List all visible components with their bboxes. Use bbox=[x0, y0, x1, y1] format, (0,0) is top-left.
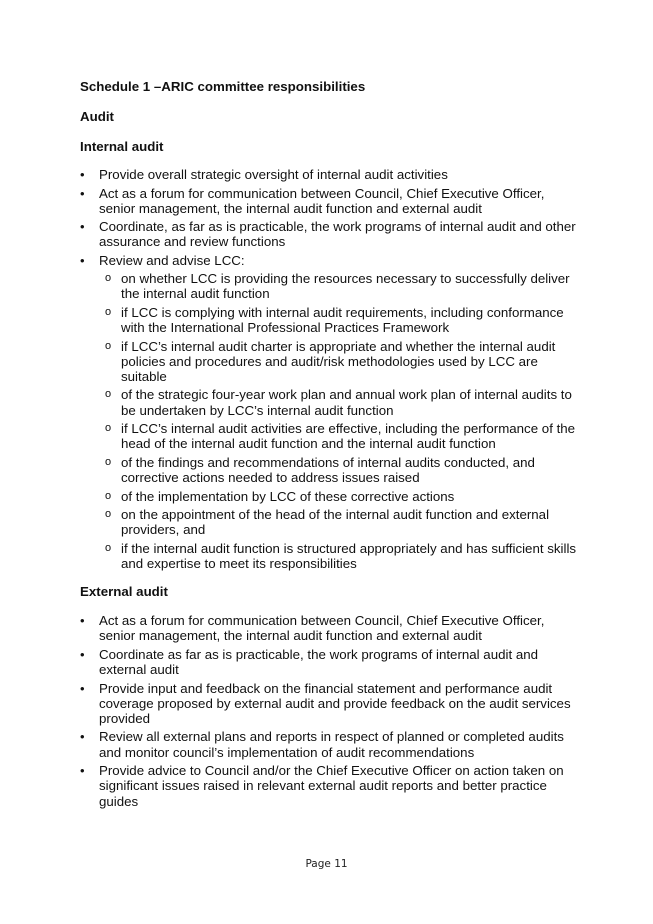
sub-list-item-text: on whether LCC is providing the resources necessary to successfully deliver the internal audit function bbox=[121, 271, 570, 302]
list-item bbox=[80, 167, 580, 182]
sub-list-item-text: if the internal audit function is structured appropriately and has sufficient skills and expertise to meet its responsibilities bbox=[121, 540, 577, 571]
sub-list-item-text: on the appointment of the head of the internal audit function and external providers, and bbox=[121, 507, 550, 538]
circle-bullet-icon: o bbox=[105, 541, 112, 554]
sub-list-item bbox=[99, 507, 580, 537]
sub-list-item-text: if LCC’s internal audit activities are effective, including the performance of the head of the internal audit function and the internal audit function bbox=[121, 421, 576, 452]
list-item bbox=[80, 729, 580, 759]
list-item bbox=[80, 763, 580, 809]
sub-list-item bbox=[99, 455, 580, 485]
sub-list-item bbox=[99, 387, 580, 417]
list-item-text: Act as a forum for communication between Council, Chief Executive Officer, senior management, the internal audit function and external audit bbox=[99, 613, 545, 644]
bullet-icon: • bbox=[80, 646, 85, 662]
sub-list-item-text: if LCC is complying with internal audit requirements, including conformance with the International Professional Practices Framework bbox=[121, 304, 564, 336]
list-item-text: Provide input and feedback on the financial statement and performance audit coverage proposed by external audit and provide feedback on the audit services provided bbox=[99, 680, 571, 726]
list-item-text: Review and advise LCC: bbox=[99, 252, 245, 268]
bullet-icon: • bbox=[80, 185, 85, 201]
list-item-text: Review all external plans and reports in respect of planned or completed audits and monitor council’s implementation of audit recommendations bbox=[99, 729, 564, 760]
bullet-icon: • bbox=[80, 613, 85, 629]
review-advise-sublist bbox=[99, 271, 580, 571]
circle-bullet-icon: o bbox=[105, 339, 112, 352]
schedule-title: Schedule 1 –ARIC committee responsibilities bbox=[80, 79, 366, 94]
circle-bullet-icon: o bbox=[105, 489, 112, 502]
bullet-icon: • bbox=[80, 167, 85, 182]
section-heading-internal-audit: Internal audit bbox=[80, 139, 164, 154]
circle-bullet-icon: o bbox=[105, 388, 112, 401]
document-body bbox=[80, 78, 580, 812]
list-item bbox=[80, 613, 580, 643]
sub-list-item-text: if LCC’s internal audit charter is appropriate and whether the internal audit policies and procedures and audit/risk methodologies used by LCC are suitable bbox=[121, 338, 556, 384]
sub-list-item bbox=[99, 541, 580, 571]
sub-list-item bbox=[99, 339, 580, 385]
list-item bbox=[80, 253, 580, 571]
circle-bullet-icon: o bbox=[105, 508, 112, 521]
section-heading-external-audit: External audit bbox=[80, 584, 168, 600]
sub-list-item-text: of the implementation by LCC of these corrective actions bbox=[121, 488, 455, 504]
sub-list-item-text: of the findings and recommendations of internal audits conducted, and corrective actions needed to address issues raised bbox=[121, 454, 535, 486]
bullet-icon: • bbox=[80, 252, 85, 268]
list-item-text: Coordinate, as far as is practicable, the work programs of internal audit and other assurance and review functions bbox=[99, 219, 576, 250]
bullet-icon: • bbox=[80, 763, 85, 779]
sub-list-item bbox=[99, 305, 580, 335]
circle-bullet-icon: o bbox=[105, 422, 112, 435]
sub-list-item-text: of the strategic four-year work plan and annual work plan of internal audits to be undertaken by LCC’s internal audit function bbox=[121, 387, 572, 418]
circle-bullet-icon: o bbox=[105, 305, 112, 318]
list-item-text: Provide advice to Council and/or the Chief Executive Officer on action taken on significant issues raised in relevant external audit reports and better practice guides bbox=[99, 763, 564, 809]
list-item bbox=[80, 647, 580, 677]
sub-list-item bbox=[99, 489, 580, 504]
list-item-text: Provide overall strategic oversight of internal audit activities bbox=[99, 167, 448, 182]
sub-list-item bbox=[99, 271, 580, 301]
list-item bbox=[80, 681, 580, 727]
circle-bullet-icon: o bbox=[105, 272, 112, 285]
bullet-icon: • bbox=[80, 729, 85, 745]
bullet-icon: • bbox=[80, 680, 85, 696]
section-heading-audit: Audit bbox=[80, 109, 114, 124]
sub-list-item bbox=[99, 421, 580, 451]
list-item-text: Coordinate as far as is practicable, the work programs of internal audit and external audit bbox=[99, 646, 539, 678]
bullet-icon: • bbox=[80, 219, 85, 235]
list-item bbox=[80, 186, 580, 216]
internal-audit-list bbox=[80, 167, 580, 571]
list-item-text: Act as a forum for communication between Council, Chief Executive Officer, senior management, the internal audit function and external audit bbox=[99, 185, 545, 216]
circle-bullet-icon: o bbox=[105, 455, 112, 468]
list-item bbox=[80, 219, 580, 249]
page-number: Page 11 bbox=[305, 858, 348, 870]
external-audit-list bbox=[80, 613, 580, 809]
